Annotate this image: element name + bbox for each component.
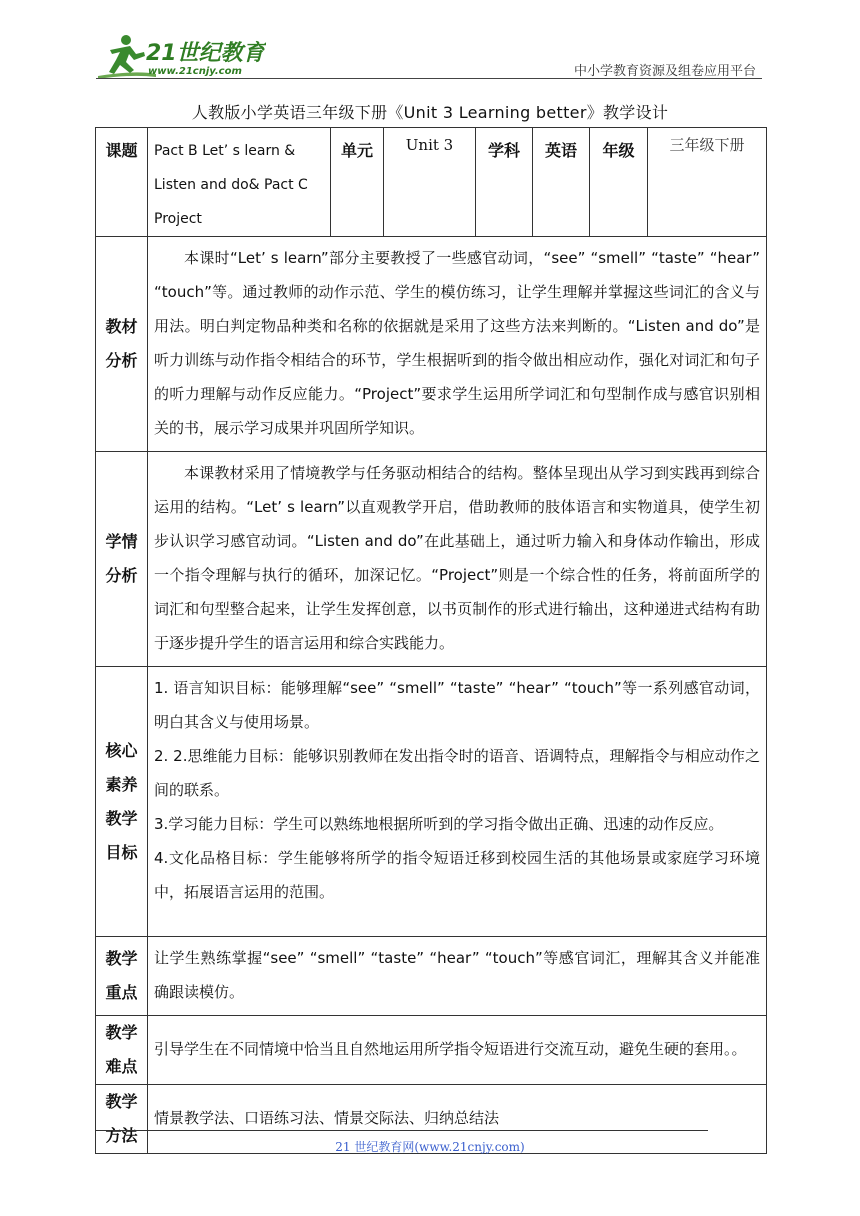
- material-analysis-text: 本课时“Let’ s learn”部分主要教授了一些感官动词，“see” “smell” “taste” “hear” “touch”等。通过教师的动作示范、学生的模仿练习，让学生理解并掌握这些词汇的含义与用法。明白判定物品种类和名称的依据就是采用了这些方法来判断的。“Listen and do”是听力训练与动作指令相结合的环节，学生根据听到的指令做出相应动作，强化对词汇和句子的听力理解与动作反应能力。“Project”要求学生运用所学词汇和句型制作成与感官识别相关的书，展示学习成果并巩固所学知识。: [148, 237, 767, 452]
- logo-text: 21世纪教育: [146, 41, 265, 66]
- goal-item: 3.学习能力目标：学生可以熟练地根据所听到的学习指令做出正确、迅速的动作反应。: [154, 815, 724, 833]
- key-points-row: [96, 937, 767, 1016]
- topic-label: 课题: [96, 128, 148, 237]
- material-analysis-row: [96, 237, 767, 452]
- key-points-text: 让学生熟练掌握“see” “smell” “taste” “hear” “touch”等感官词汇，理解其含义并能准确跟读模仿。: [148, 937, 767, 1016]
- goals-list: [148, 667, 767, 937]
- subject-value: 英语: [533, 128, 590, 237]
- info-row: [96, 128, 767, 237]
- lesson-plan-table: [95, 127, 767, 1154]
- methods-text: 情景教学法、口语练习法、情景交际法、归纳总结法: [148, 1085, 767, 1154]
- goals-row: [96, 667, 767, 937]
- footer-divider: [96, 1130, 708, 1131]
- student-analysis-row: [96, 452, 767, 667]
- goal-item: 2. 2.思维能力目标：能够识别教师在发出指令时的语音、语调特点，理解指令与相应动作之间的联系。: [154, 747, 760, 799]
- grade-label: 年级: [590, 128, 648, 237]
- site-logo: [96, 30, 266, 80]
- unit-value: Unit 3: [384, 128, 476, 237]
- goal-item: 1. 语言知识目标：能够理解“see” “smell” “taste” “hear” “touch”等一系列感官动词，明白其含义与使用场景。: [154, 679, 760, 731]
- platform-name: 中小学教育资源及组卷应用平台: [573, 64, 756, 79]
- material-analysis-label: 教材分析: [96, 237, 148, 452]
- grade-value: 三年级下册: [648, 128, 767, 237]
- difficulties-label: 教学难点: [96, 1016, 148, 1085]
- student-analysis-label: 学情分析: [96, 452, 148, 667]
- student-analysis-text: 本课教材采用了情境教学与任务驱动相结合的结构。整体呈现出从学习到实践再到综合运用的结构。“Let’ s learn”以直观教学开启，借助教师的肢体语言和实物道具，使学生初步认识学习感官动词。“Listen and do”在此基础上，通过听力输入和身体动作输出，形成一个指令理解与执行的循环，加深记忆。“Project”则是一个综合性的任务，将前面所学的词汇和句型整合起来，让学生发挥创意，以书页制作的形式进行输出，这种递进式结构有助于逐步提升学生的语言运用和综合实践能力。: [148, 452, 767, 667]
- subject-label: 学科: [476, 128, 533, 237]
- goals-label: 核心素养教学目标: [96, 667, 148, 937]
- footer-text: 21 世纪教育网(www.21cnjy.com): [335, 1140, 525, 1154]
- header-divider: [96, 78, 762, 79]
- difficulties-row: [96, 1016, 767, 1085]
- goal-item: 4.文化品格目标：学生能够将所学的指令短语迁移到校园生活的其他场景或家庭学习环境中，拓展语言运用的范围。: [154, 849, 760, 901]
- unit-label: 单元: [331, 128, 384, 237]
- document-title: 人教版小学英语三年级下册《Unit 3 Learning better》教学设计: [191, 103, 669, 122]
- difficulties-text: 引导学生在不同情境中恰当且自然地运用所学指令短语进行交流互动，避免生硬的套用。。: [148, 1016, 767, 1085]
- topic-value: Pact B Let’ s learn & Listen and do& Pact C Project: [148, 128, 331, 237]
- logo-url: www.21cnjy.com: [148, 66, 242, 77]
- methods-label: 教学方法: [96, 1085, 148, 1154]
- key-points-label: 教学重点: [96, 937, 148, 1016]
- page-header: [96, 30, 762, 80]
